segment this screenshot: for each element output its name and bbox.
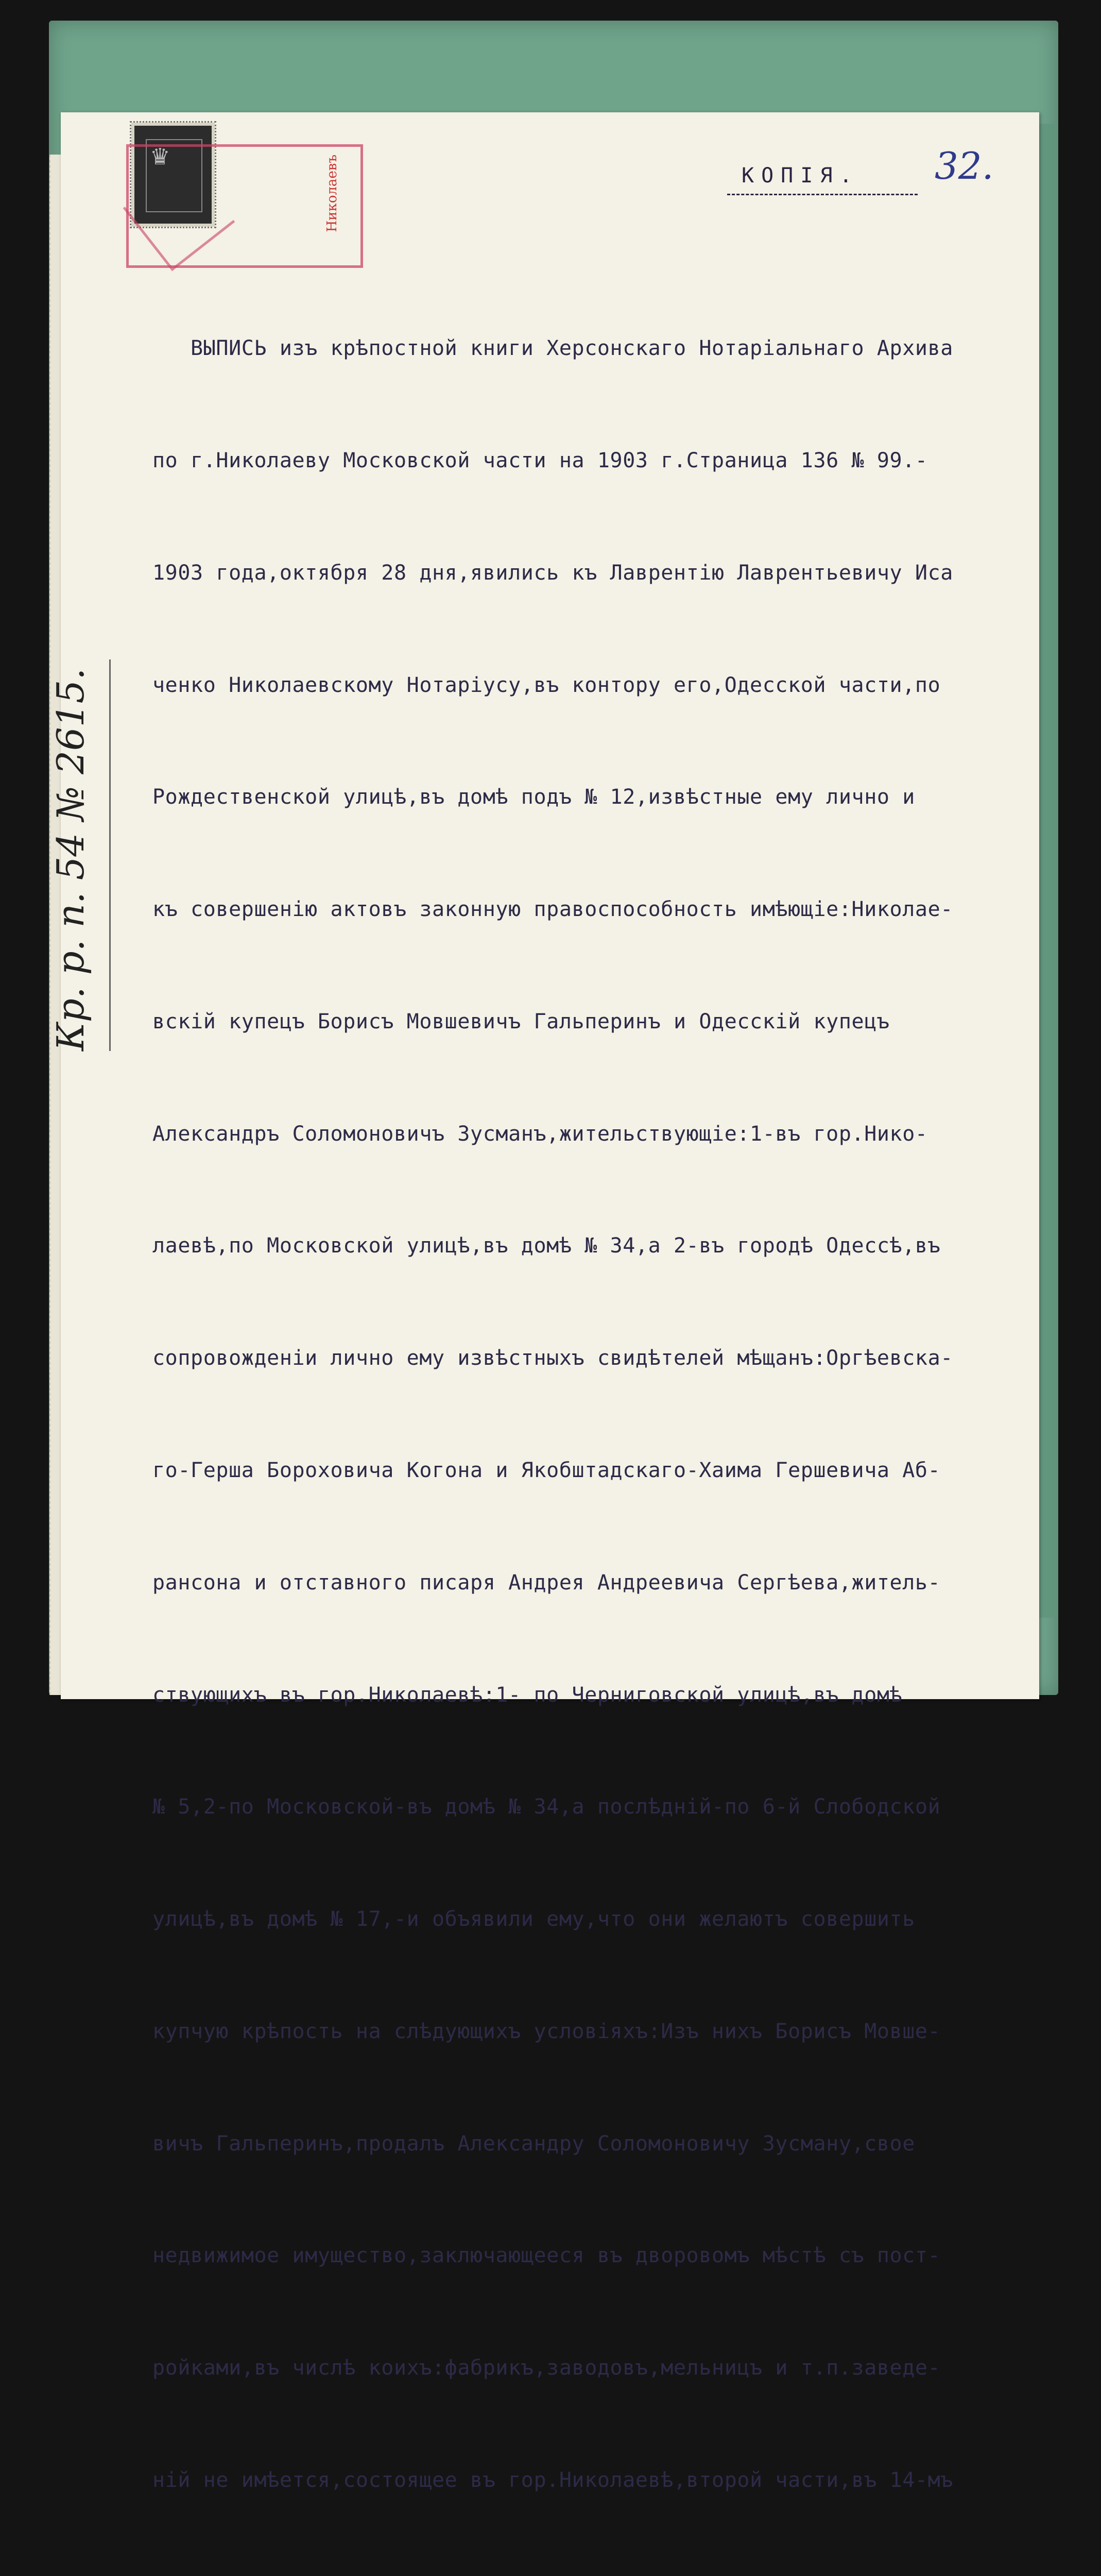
seal-text: Николаевъ [324, 155, 340, 232]
text-line: го-Герша Бороховича Когона и Якобштадскаго-Хаима Гершевича Аб- [152, 1459, 941, 1482]
handwritten-page-number: 32. [935, 144, 994, 188]
text-line: ВЫПИСЬ изъ крѣпостной книги Херсонскаго Нотаріальнаго Архива [152, 336, 953, 361]
text-line: рансона и отставного писаря Андрея Андреевича Сергѣева,житель- [152, 1570, 941, 1595]
text-line: № 5,2-по Московской-въ домѣ № 34,а послѣдній-по 6-й Слободской [152, 1795, 941, 1819]
text-line: 1903 года,октября 28 дня,явились къ Лаврентію Лаврентьевичу Иса [152, 561, 953, 585]
text-line: по г.Николаеву Московской части на 1903 г.Страница 136 № 99.- [152, 448, 928, 472]
text-line [152, 2574, 1038, 2576]
text-line: купчую крѣпость на слѣдующихъ условіяхъ:Изъ нихъ Борисъ Мовше- [152, 2019, 941, 2043]
text-line: недвижимое имущество,заключающееся въ дворовомъ мѣстѣ съ пост- [152, 2244, 941, 2268]
text-line: Александръ Соломоновичъ Зусманъ,жительствующіе:1-въ гор.Никo- [152, 1122, 928, 1146]
text-line: ройками,въ числѣ коихъ:фабрикъ,заводовъ,мельницъ и т.п.заведе- [152, 2356, 941, 2380]
text-line: улицѣ,въ домѣ № 17,-и объявили ему,что они желаютъ совершить [152, 1907, 915, 1931]
handwritten-margin-note: Кр. р. п. 54 № 2615. [49, 668, 92, 1051]
heading-underline [727, 194, 918, 195]
text-line: ствующихъ въ гор.Николаевѣ:1- по Черниговской улицѣ,въ домѣ [152, 1683, 903, 1707]
text-line: ченко Николаевскому Нотаріусу,въ контору его,Одесской части,по [152, 673, 941, 697]
text-line: вскій купецъ Борисъ Мовшевичъ Гальперинъ и Одесскій купецъ [152, 1009, 890, 1033]
document-heading: КОПІЯ. [742, 164, 859, 188]
eagle-emblem-icon: ♛ [150, 144, 170, 170]
text-line: сопровожденіи лично ему извѣстныхъ свидѣтелей мѣщанъ:Оргѣевска- [152, 1346, 953, 1370]
margin-rule [109, 659, 111, 1051]
text-line: Рождественской улицѣ,въ домѣ подъ № 12,извѣстные ему лично и [152, 785, 915, 809]
text-line: ній не имѣется,состоящее въ гор.Николаевѣ,второй части,въ 14-мъ [152, 2468, 953, 2493]
typed-body-text [152, 255, 1038, 2576]
text-line: къ совершенію актовъ законную правоспособность имѣющіе:Николаe- [152, 897, 953, 922]
text-line: вичъ Гальперинъ,продалъ Александру Соломоновичу Зусману,свое [152, 2131, 915, 2156]
text-line: лаевѣ,по Московской улицѣ,въ домѣ № 34,а 2-въ городѣ Одессѣ,въ [152, 1234, 941, 1258]
